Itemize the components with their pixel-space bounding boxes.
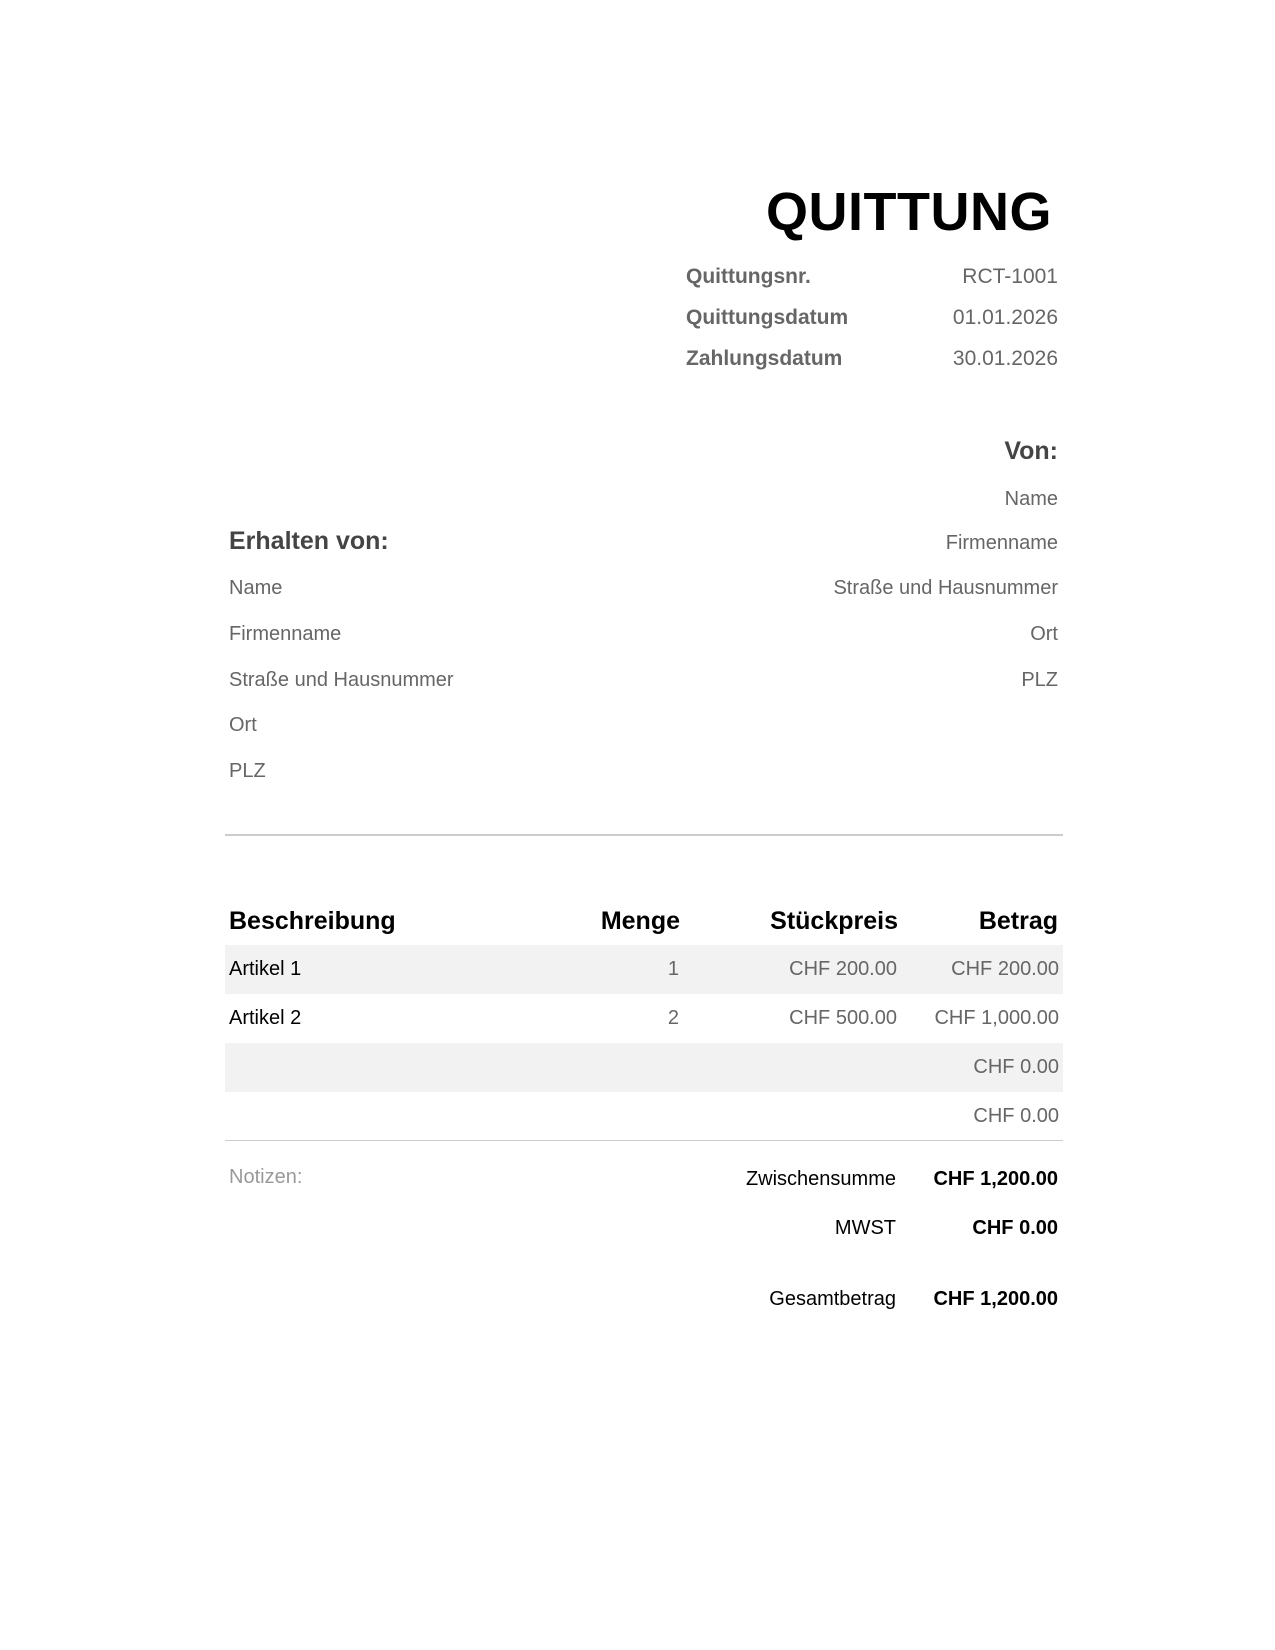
row-amount: CHF 0.00 [973,1105,1059,1127]
vat-label: MWST [834,1217,896,1239]
row-unit-price: CHF 500.00 [789,1007,897,1029]
receipt-date-value: 01.01.2026 [952,306,1058,329]
receipt-title: QUITTUNG [766,182,1052,242]
table-row [225,994,1063,1043]
received-from-city: Ort [229,714,257,736]
table-row [225,945,1063,994]
received-from-street: Straße und Hausnummer [229,669,454,691]
column-header-unit-price: Stückpreis [770,907,898,935]
notes-label: Notizen: [229,1166,303,1188]
row-amount: CHF 1,000.00 [934,1007,1059,1029]
from-name: Name [1004,488,1058,510]
row-quantity: 2 [667,1007,679,1029]
row-unit-price: CHF 200.00 [789,958,897,980]
vat-value: CHF 0.00 [972,1217,1058,1239]
column-header-description: Beschreibung [229,907,396,935]
received-from-name: Name [229,577,283,599]
from-postcode: PLZ [1021,669,1058,691]
payment-date-label: Zahlungsdatum [686,347,843,370]
received-from-postcode: PLZ [229,760,266,782]
row-description: Artikel 1 [229,958,302,980]
received-from-heading: Erhalten von: [229,527,389,555]
subtotal-value: CHF 1,200.00 [933,1168,1058,1190]
column-header-quantity: Menge [600,907,680,935]
from-city: Ort [1030,623,1058,645]
payment-date-value: 30.01.2026 [952,347,1058,370]
from-company: Firmenname [945,532,1058,554]
table-row [225,1043,1063,1092]
row-amount: CHF 0.00 [973,1056,1059,1078]
receipt-number-value: RCT-1001 [962,265,1058,288]
from-street: Straße und Hausnummer [833,577,1058,599]
column-header-amount: Betrag [978,907,1058,935]
row-quantity: 1 [667,958,679,980]
table-bottom-border [225,1140,1063,1141]
total-label: Gesamtbetrag [769,1288,896,1310]
total-value: CHF 1,200.00 [933,1288,1058,1310]
received-from-company: Firmenname [229,623,342,645]
subtotal-label: Zwischensumme [745,1168,896,1190]
receipt-date-label: Quittungsdatum [686,306,849,329]
from-heading: Von: [1004,437,1058,465]
receipt-number-label: Quittungsnr. [686,265,811,288]
table-row [225,1092,1063,1141]
row-amount: CHF 200.00 [951,958,1059,980]
row-description: Artikel 2 [229,1007,302,1029]
section-divider [225,834,1063,836]
